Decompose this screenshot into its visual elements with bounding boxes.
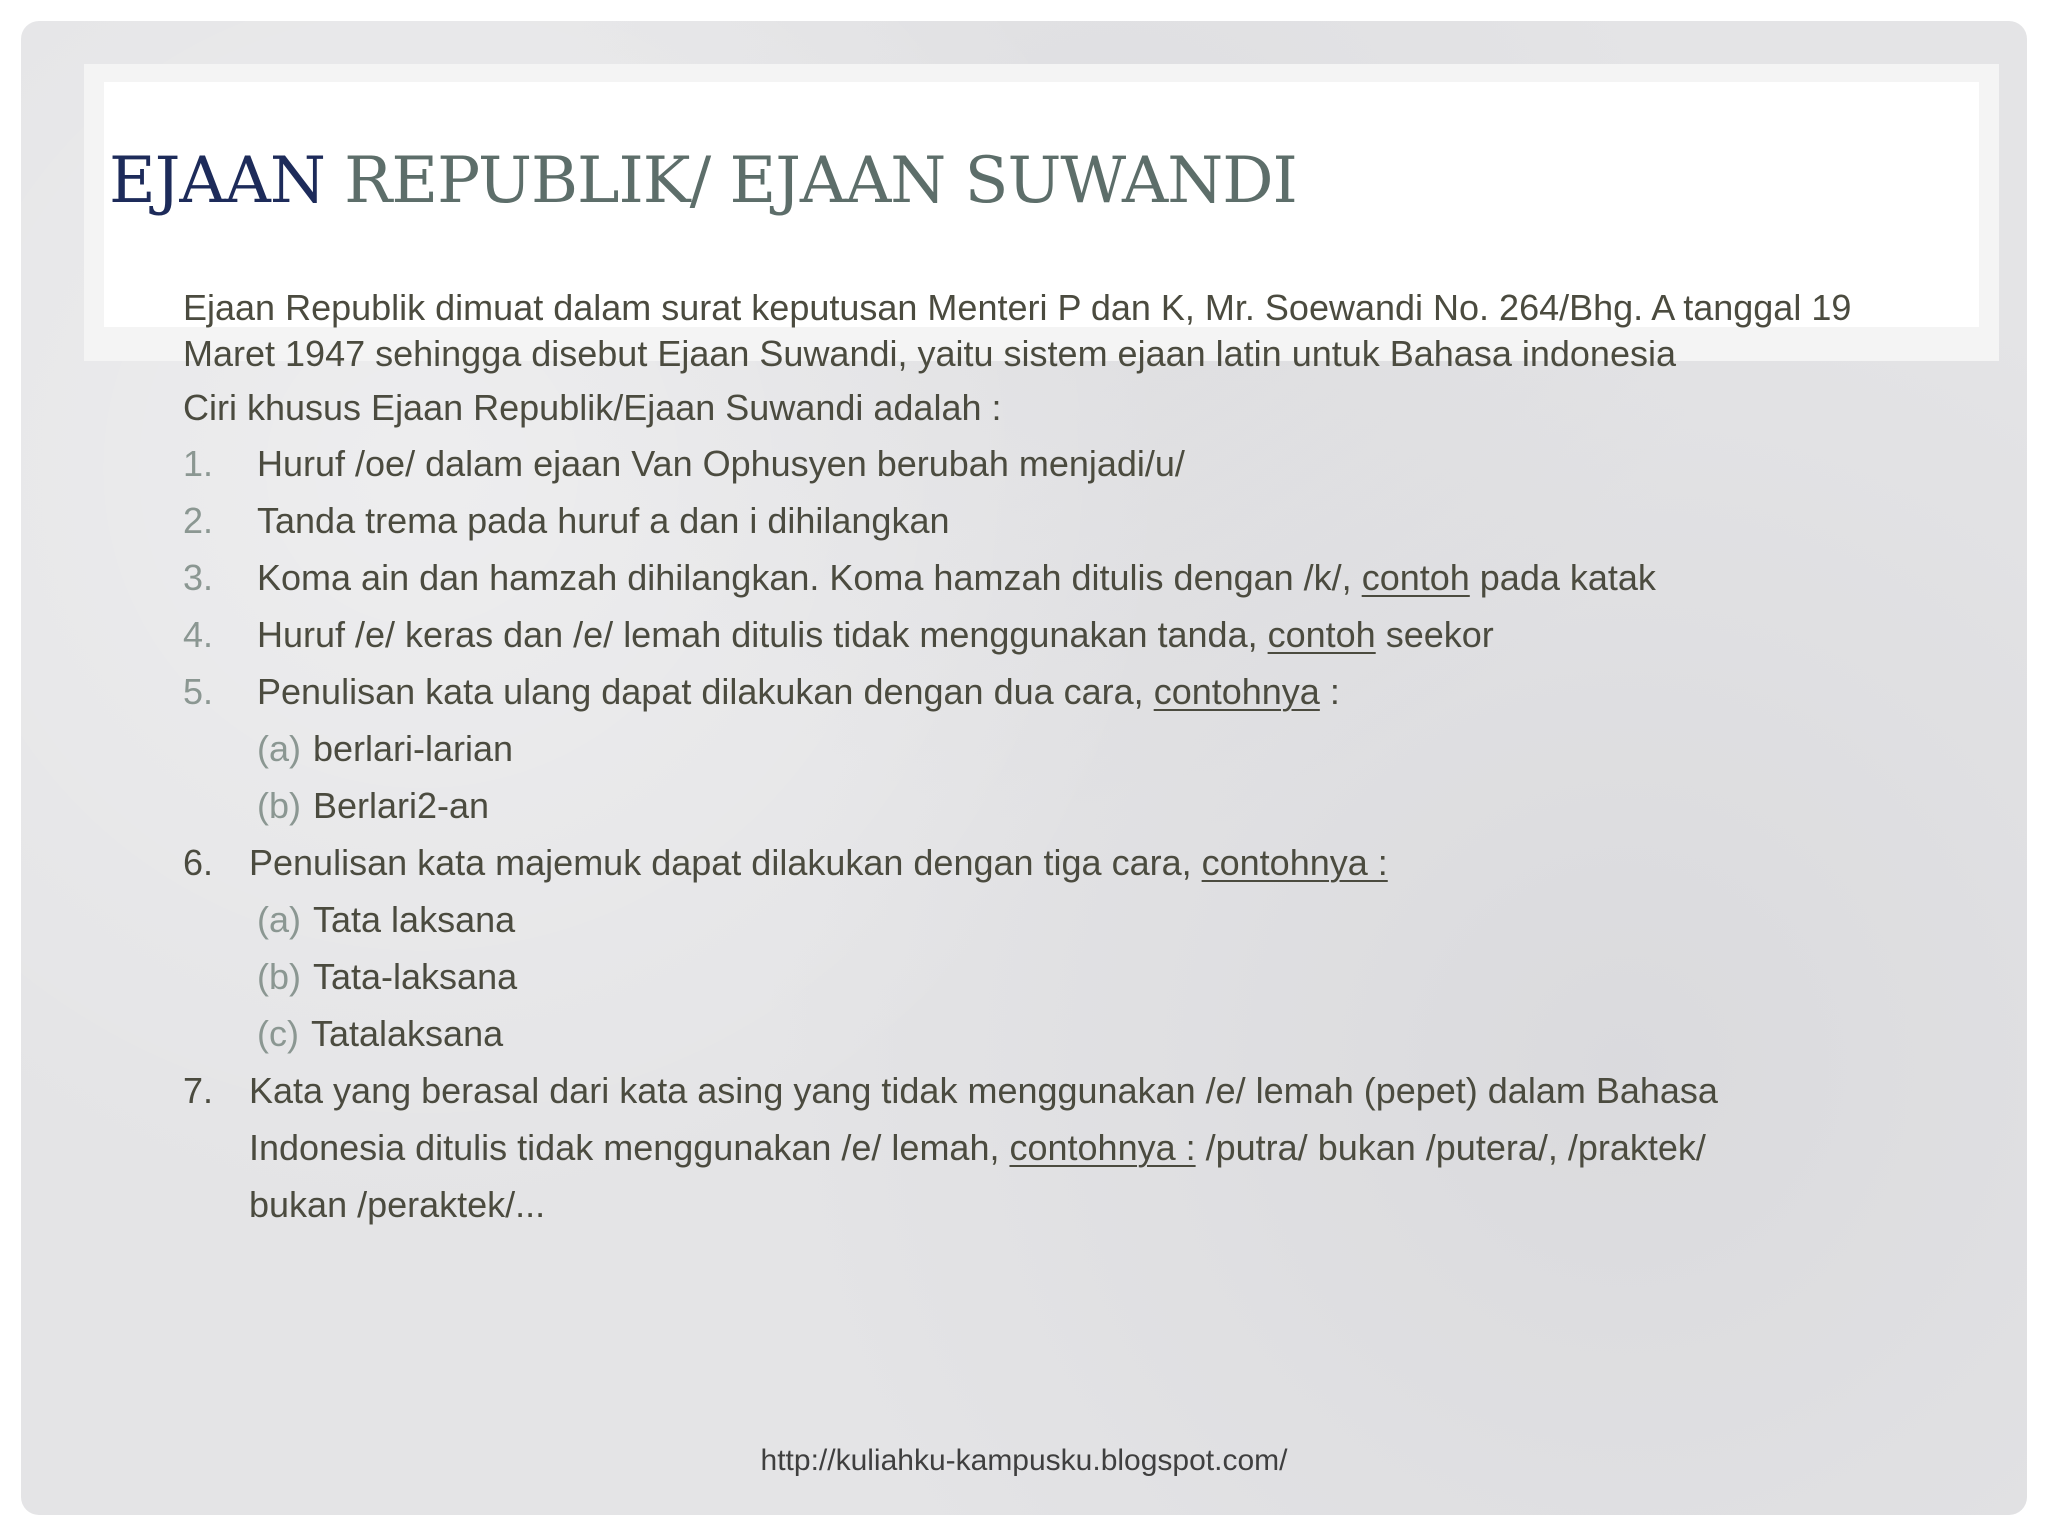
list-item-3 bbox=[183, 549, 1883, 606]
list-item-text: Huruf /e/ keras dan /e/ lemah ditulis tidak menggunakan tanda, bbox=[257, 614, 1268, 655]
list-number: 6. bbox=[183, 842, 214, 883]
list-number: 2. bbox=[183, 500, 214, 541]
sub-letter: (a) bbox=[257, 899, 301, 940]
sub-item-5b bbox=[183, 777, 1883, 834]
list-item-text-end: : bbox=[1319, 671, 1340, 712]
sub-item-text: Berlari2-an bbox=[313, 785, 490, 826]
sub-letter: (c) bbox=[257, 1013, 299, 1054]
list-item-text: Koma ain dan hamzah dihilangkan. Koma hamzah ditulis dengan /k/, bbox=[257, 557, 1362, 598]
list-item-7 bbox=[183, 1062, 1883, 1233]
sub-item-text: Tata laksana bbox=[313, 899, 516, 940]
list-number: 4. bbox=[183, 614, 214, 655]
list-number: 3. bbox=[183, 557, 214, 598]
contohnya-link[interactable]: contohnya bbox=[1153, 671, 1320, 712]
sub-item-6a bbox=[183, 891, 1883, 948]
slide-title bbox=[109, 143, 1297, 219]
list-item-text: Huruf /oe/ dalam ejaan Van Ophusyen berubah menjadi/u/ bbox=[257, 443, 1185, 484]
list-item-1 bbox=[183, 435, 1883, 492]
list-item-text: Penulisan kata majemuk dapat dilakukan dengan tiga cara, bbox=[249, 842, 1202, 883]
list-item-2 bbox=[183, 492, 1883, 549]
contoh-link[interactable]: contoh bbox=[1361, 557, 1470, 598]
list-item-text-end: pada katak bbox=[1469, 557, 1656, 598]
list-number: 7. bbox=[183, 1070, 214, 1111]
sub-letter: (b) bbox=[257, 785, 301, 826]
contoh-link[interactable]: contoh bbox=[1267, 614, 1376, 655]
contohnya-link[interactable]: contohnya : bbox=[1201, 842, 1388, 883]
list-item-5 bbox=[183, 663, 1883, 720]
intro-paragraph: Ejaan Republik dimuat dalam surat keputusan Menteri P dan K, Mr. Soewandi No. 264/Bhg. A tanggal 19 Maret 1947 sehingga disebut Ejaan Suwandi, yaitu sistem ejaan latin untuk Bahasa indonesia bbox=[183, 287, 1852, 374]
contohnya-link[interactable]: contohnya : bbox=[1009, 1127, 1196, 1168]
list-number: 1. bbox=[183, 443, 214, 484]
list-item-text-end: /putra/ bukan /putera/, /praktek/ bukan /peraktek/... bbox=[249, 1127, 1706, 1225]
slide-body bbox=[183, 285, 1883, 1233]
title-part-2: REPUBLIK/ EJAAN SUWANDI bbox=[344, 144, 1297, 218]
footer-url[interactable]: http://kuliahku-kampusku.blogspot.com/ bbox=[760, 1444, 1288, 1477]
list-item-text-end: seekor bbox=[1375, 614, 1494, 655]
list-item-4 bbox=[183, 606, 1883, 663]
list-item-text: Kata yang berasal dari kata asing yang tidak menggunakan /e/ lemah (pepet) dalam Bahasa Indonesia ditulis tidak menggunakan /e/ lemah, bbox=[249, 1070, 1718, 1168]
sub-item-text: berlari-larian bbox=[313, 728, 514, 769]
title-part-1: EJAAN bbox=[109, 144, 325, 218]
sub-item-6b bbox=[183, 948, 1883, 1005]
list-number: 5. bbox=[183, 671, 214, 712]
sub-item-6c bbox=[183, 1005, 1883, 1062]
sub-item-text: Tatalaksana bbox=[310, 1013, 504, 1054]
list-item-text: Penulisan kata ulang dapat dilakukan dengan dua cara, bbox=[257, 671, 1154, 712]
sub-letter: (b) bbox=[257, 956, 301, 997]
list-item-text: Tanda trema pada huruf a dan i dihilangkan bbox=[257, 500, 950, 541]
slide bbox=[21, 21, 2027, 1515]
sub-letter: (a) bbox=[257, 728, 301, 769]
sub-item-5a bbox=[183, 720, 1883, 777]
subheading: Ciri khusus Ejaan Republik/Ejaan Suwandi adalah : bbox=[183, 387, 1002, 428]
list-item-7-body bbox=[249, 1062, 1809, 1233]
sub-item-text: Tata-laksana bbox=[313, 956, 518, 997]
feature-list bbox=[183, 435, 1883, 1233]
list-item-6 bbox=[183, 834, 1883, 891]
